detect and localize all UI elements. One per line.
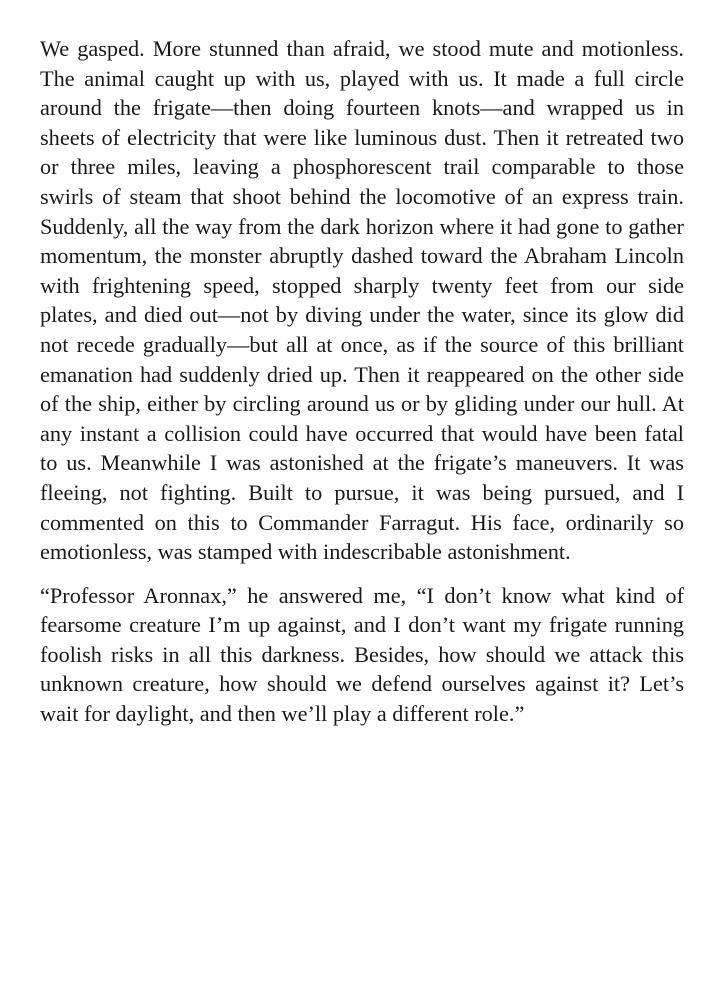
paragraph-2: “Professor Aronnax,” he answered me, “I don’t know what kind of fearsome creature I’m up against, and I don’t want my frigate running foolish risks in all this darkness. Besides, how should we attack this unknown creature, how should we defend ourselves against it? Let’s wait for daylight, and then we’ll play a different role.”: [40, 582, 684, 727]
paragraph-1: We gasped. More stunned than afraid, we stood mute and motionless. The animal caught up with us, played with us. It made a full circle around the frigate—then doing fourteen knots—and wrapped us in sheets of electricity that were like luminous dust. Then it retreated two or three miles, leaving a phosphorescent trail comparable to those swirls of steam that shoot behind the locomotive of an express train. Suddenly, all the way from the dark horizon where it had gone to gather momentum, the monster abruptly dashed toward the Abraham Lincoln with frightening speed, stopped sharply twenty feet from our side plates, and died out—not by diving under the water, since its glow did not recede gradually—but all at once, as if the source of this brilliant emanation had suddenly dried up. Then it reappeared on the other side of the ship, either by circling around us or by gliding under our hull. At any instant a collision could have occurred that would have been fatal to us. Meanwhile I was astonished at the frigate’s maneuvers. It was fleeing, not fighting. Built to pursue, it was being pursued, and I commented on this to Commander Farragut. His face, ordinarily so emotionless, was stamped with indescribable astonishment.: [40, 36, 684, 565]
document-page: [40, 34, 684, 729]
